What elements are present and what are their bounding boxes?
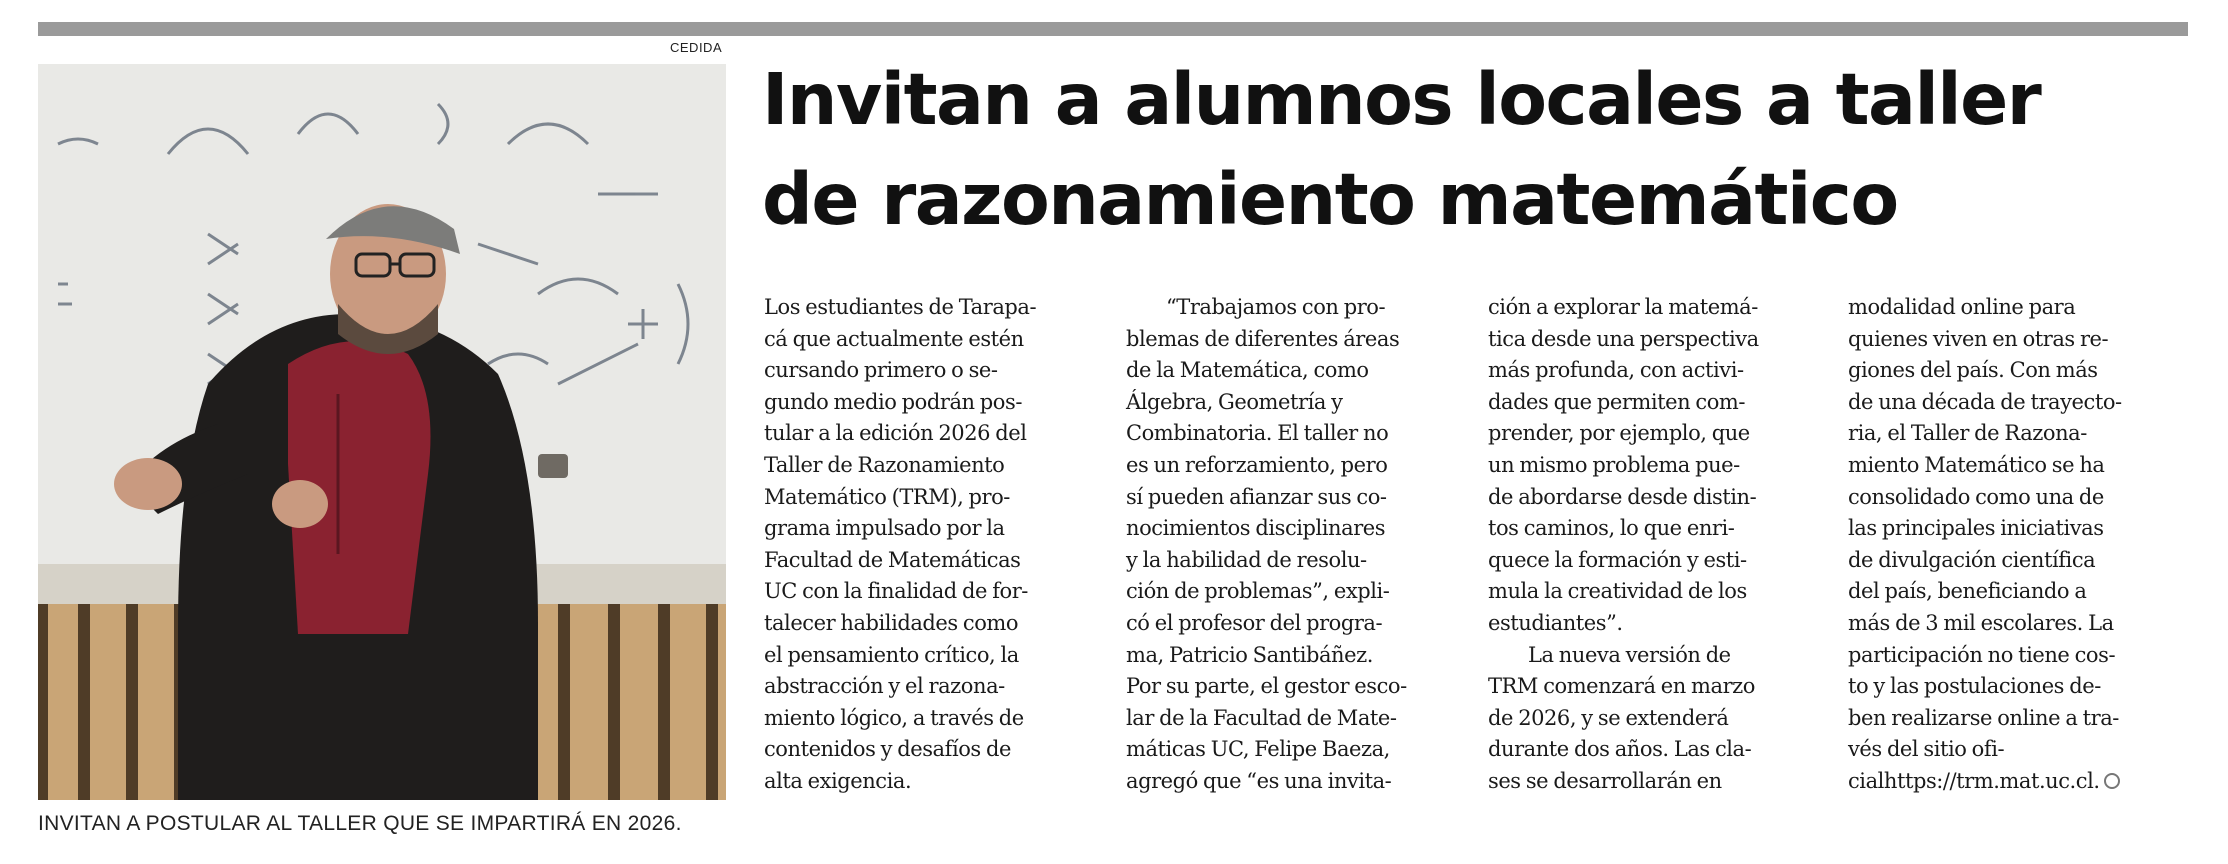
body-line: cá que actualmente estén xyxy=(764,326,1024,351)
body-line: las principales iniciativas xyxy=(1848,516,2104,541)
body-line: y la habilidad de resolu- xyxy=(1126,547,1367,572)
body-line: mula la creatividad de los xyxy=(1488,579,1747,604)
photo-caption: INVITAN A POSTULAR AL TALLER QUE SE IMPARTIRÁ EN 2026. xyxy=(38,812,682,835)
body-line: modalidad online para xyxy=(1848,295,2076,319)
body-line: ción de problemas”, expli- xyxy=(1126,579,1390,604)
body-line-text: cialhttps://trm.mat.uc.cl. xyxy=(1848,768,2100,793)
body-line: cursando primero o se- xyxy=(764,358,998,383)
body-line: máticas UC, Felipe Baeza, xyxy=(1126,737,1390,762)
body-line: to y las postulaciones de- xyxy=(1848,674,2101,699)
body-line-last xyxy=(1848,766,2188,798)
body-line: estudiantes”. xyxy=(1488,610,1623,635)
body-line: talecer habilidades como xyxy=(764,610,1019,635)
body-column-3 xyxy=(1488,292,1828,798)
end-of-article-icon xyxy=(2104,773,2120,789)
article-headline xyxy=(762,50,2202,250)
body-line: Los estudiantes de Tarapa- xyxy=(764,295,1037,319)
headline-line: de razonamiento matemático xyxy=(762,158,1898,241)
body-line: miento Matemático se ha xyxy=(1848,452,2105,477)
body-line: durante dos años. Las cla- xyxy=(1488,737,1752,762)
body-line: contenidos y desafíos de xyxy=(764,737,1011,762)
body-line: Por su parte, el gestor esco- xyxy=(1126,674,1407,699)
body-line: más de 3 mil escolares. La xyxy=(1848,610,2114,635)
body-line: Matemático (TRM), pro- xyxy=(764,484,1010,509)
section-rule xyxy=(38,22,2188,36)
body-line: de una década de trayecto- xyxy=(1848,389,2122,414)
body-line: ria, el Taller de Razona- xyxy=(1848,421,2087,446)
body-line: có el profesor del progra- xyxy=(1126,610,1383,635)
body-line: prender, por ejemplo, que xyxy=(1488,421,1750,446)
body-column-1 xyxy=(764,292,1104,798)
body-line: de 2026, y se extenderá xyxy=(1488,705,1729,730)
body-line: quece la formación y esti- xyxy=(1488,547,1747,572)
body-line: miento lógico, a través de xyxy=(764,705,1024,730)
body-line: blemas de diferentes áreas xyxy=(1126,326,1400,351)
body-line: quienes viven en otras re- xyxy=(1848,326,2109,351)
body-line: el pensamiento crítico, la xyxy=(764,642,1019,667)
body-line: Álgebra, Geometría y xyxy=(1126,389,1343,414)
body-line: de divulgación científica xyxy=(1848,547,2096,572)
headline-line: Invitan a alumnos locales a taller xyxy=(762,58,2041,141)
article-photo xyxy=(38,64,726,800)
photo-credit: CEDIDA xyxy=(670,40,723,55)
body-line: agregó que “es una invita- xyxy=(1126,768,1392,793)
body-line: del país, beneficiando a xyxy=(1848,579,2087,604)
body-line: tos caminos, lo que enri- xyxy=(1488,516,1735,541)
body-line: más profunda, con activi- xyxy=(1488,358,1744,383)
body-line: Facultad de Matemáticas xyxy=(764,547,1021,572)
body-line: de abordarse desde distin- xyxy=(1488,484,1757,509)
body-line: TRM comenzará en marzo xyxy=(1488,674,1755,699)
body-line: tica desde una perspectiva xyxy=(1488,326,1759,351)
body-line: grama impulsado por la xyxy=(764,516,1005,541)
body-line: lar de la Facultad de Mate- xyxy=(1126,705,1397,730)
body-line: es un reforzamiento, pero xyxy=(1126,452,1388,477)
body-line: ben realizarse online a tra- xyxy=(1848,705,2119,730)
body-column-2 xyxy=(1126,292,1466,798)
body-line: alta exigencia. xyxy=(764,768,912,793)
body-line: de la Matemática, como xyxy=(1126,358,1369,383)
body-line: tular a la edición 2026 del xyxy=(764,421,1027,446)
body-line: vés del sitio ofi- xyxy=(1848,737,2005,762)
body-line: Combinatoria. El taller no xyxy=(1126,421,1389,446)
body-line: ma, Patricio Santibáñez. xyxy=(1126,642,1373,667)
body-column-4 xyxy=(1848,292,2188,798)
body-line: giones del país. Con más xyxy=(1848,358,2098,383)
body-line: UC con la finalidad de for- xyxy=(764,579,1028,604)
body-line: consolidado como una de xyxy=(1848,484,2104,509)
body-line: un mismo problema pue- xyxy=(1488,452,1740,477)
body-line: ción a explorar la matemá- xyxy=(1488,295,1758,319)
body-line: La nueva versión de xyxy=(1528,642,1731,667)
body-line: participación no tiene cos- xyxy=(1848,642,2116,667)
body-line: dades que permiten com- xyxy=(1488,389,1746,414)
previous-article-strip xyxy=(38,0,2188,14)
body-line: sí pueden afianzar sus co- xyxy=(1126,484,1387,509)
body-line: nocimientos disciplinares xyxy=(1126,516,1386,541)
body-line: “Trabajamos con pro- xyxy=(1166,295,1386,319)
body-line: abstracción y el razona- xyxy=(764,674,1005,699)
body-line: ses se desarrollarán en xyxy=(1488,768,1722,793)
body-line: Taller de Razonamiento xyxy=(764,452,1005,477)
body-line: gundo medio podrán pos- xyxy=(764,389,1022,414)
